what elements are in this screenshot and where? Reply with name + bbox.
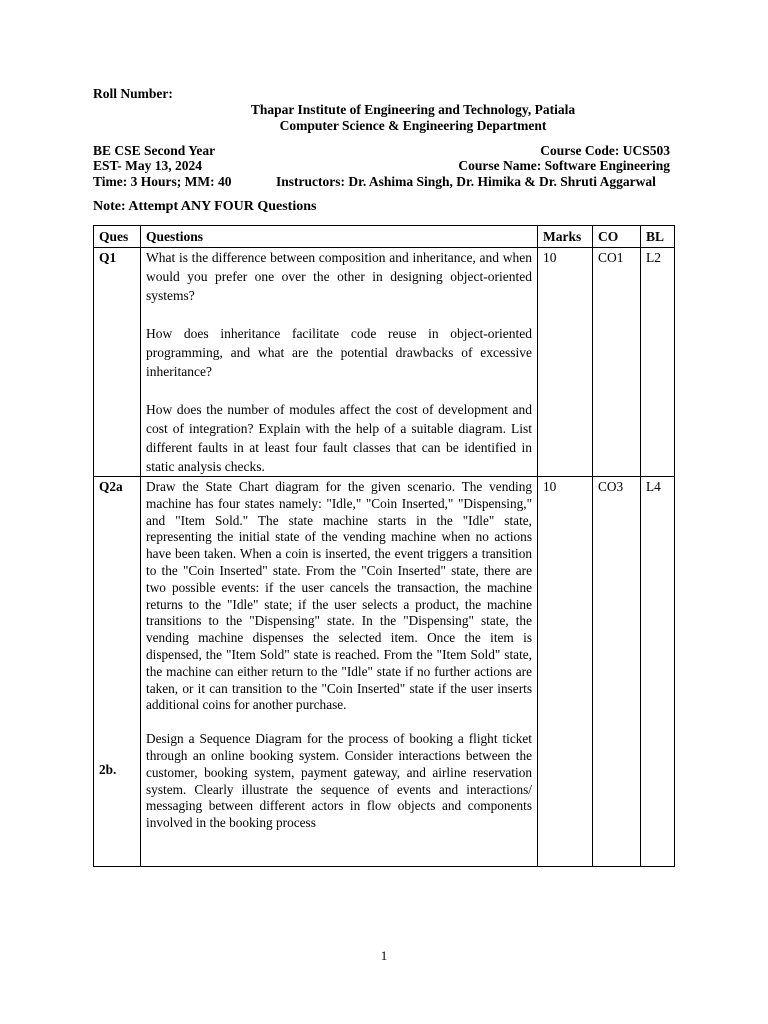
question-number: [94, 477, 141, 867]
table-header-row: [94, 226, 675, 248]
question-part: How does the number of modules affect the cost of development and cost of integration? Explain with the help of a suitable diagram. List different faults in at least four fault classes that can be identified in static analysis checks.: [146, 402, 532, 474]
question-part: Draw the State Chart diagram for the given scenario. The vending machine has four states namely: "Idle," "Coin Inserted," "Dispensing," and "Item Sold." The state machine starts in the "Idle" state, representing the initial state of the vending machine when no actions have been taken. When a coin is inserted, the event triggers a transition to the "Coin Inserted" state. From the "Coin Inserted" state, there are two possible events: if the user cancels the transaction, the machine returns to the "Idle" state; if the user selects a product, the machine transitions to the "Dispensing" state. In the "Dispensing" state, the vending machine dispenses the selected item. Once the item is dispensed, the "Item Sold" state is reached. From the "Item Sold" state, the machine can either return to the "Idle" state if no further actions are taken, or it can transition to the "Coin Inserted" state if the user inserts additional coins for another purchase.: [146, 479, 532, 713]
header-marks: Marks: [538, 226, 593, 248]
program-label: BE CSE Second Year: [93, 143, 216, 158]
question-part: Design a Sequence Diagram for the process of booking a flight ticket through an online booking system. Consider interactions between the customer, booking system, payment gateway, and airline reservation system. Clearly illustrate the sequence of events and interactions/ messaging between different actors in flow objects and components involved in the booking process: [146, 731, 532, 831]
instructors: Instructors: Dr. Ashima Singh, Dr. Himika & Dr. Shruti Aggarwal: [276, 174, 656, 189]
header-bl: BL: [641, 226, 675, 248]
course-name: Course Name: Software Engineering: [458, 158, 670, 173]
header-ques: Ques: [94, 226, 141, 248]
department-name: Computer Science & Engineering Department: [279, 118, 547, 133]
marks-cell: 10: [538, 477, 593, 867]
question-part: How does inheritance facilitate code reuse in object-oriented programming, and what are the potential drawbacks of excessive inheritance?: [146, 326, 532, 379]
question-label: Q1: [99, 250, 117, 265]
roll-number-label: Roll Number:: [93, 86, 173, 101]
meta-row-time: [93, 174, 670, 191]
question-number: [94, 248, 141, 477]
exam-time: Time: 3 Hours; MM: 40: [93, 174, 232, 189]
page-number: 1: [380, 948, 388, 963]
table-row: [94, 248, 675, 477]
marks-cell: 10: [538, 248, 593, 477]
meta-row-exam: [93, 158, 670, 175]
course-code: Course Code: UCS503: [540, 143, 670, 158]
bl-cell: L2: [641, 248, 675, 477]
question-part: What is the difference between composition and inheritance, and when would you prefer one over the other in designing object-oriented systems?: [146, 250, 532, 303]
question-text: [141, 248, 538, 477]
co-cell: CO3: [593, 477, 641, 867]
question-label: Q2a: [99, 479, 123, 494]
exam-note: Note: Attempt ANY FOUR Questions: [93, 199, 317, 214]
question-text: [141, 477, 538, 867]
questions-table: [93, 225, 675, 867]
co-cell: CO1: [593, 248, 641, 477]
header-co: CO: [593, 226, 641, 248]
header-questions: Questions: [141, 226, 538, 248]
bl-cell: L4: [641, 477, 675, 867]
question-label-sub: 2b.: [99, 761, 117, 777]
exam-date: EST- May 13, 2024: [93, 158, 203, 173]
institute-name: Thapar Institute of Engineering and Technology, Patiala: [250, 102, 576, 117]
table-row: [94, 477, 675, 867]
